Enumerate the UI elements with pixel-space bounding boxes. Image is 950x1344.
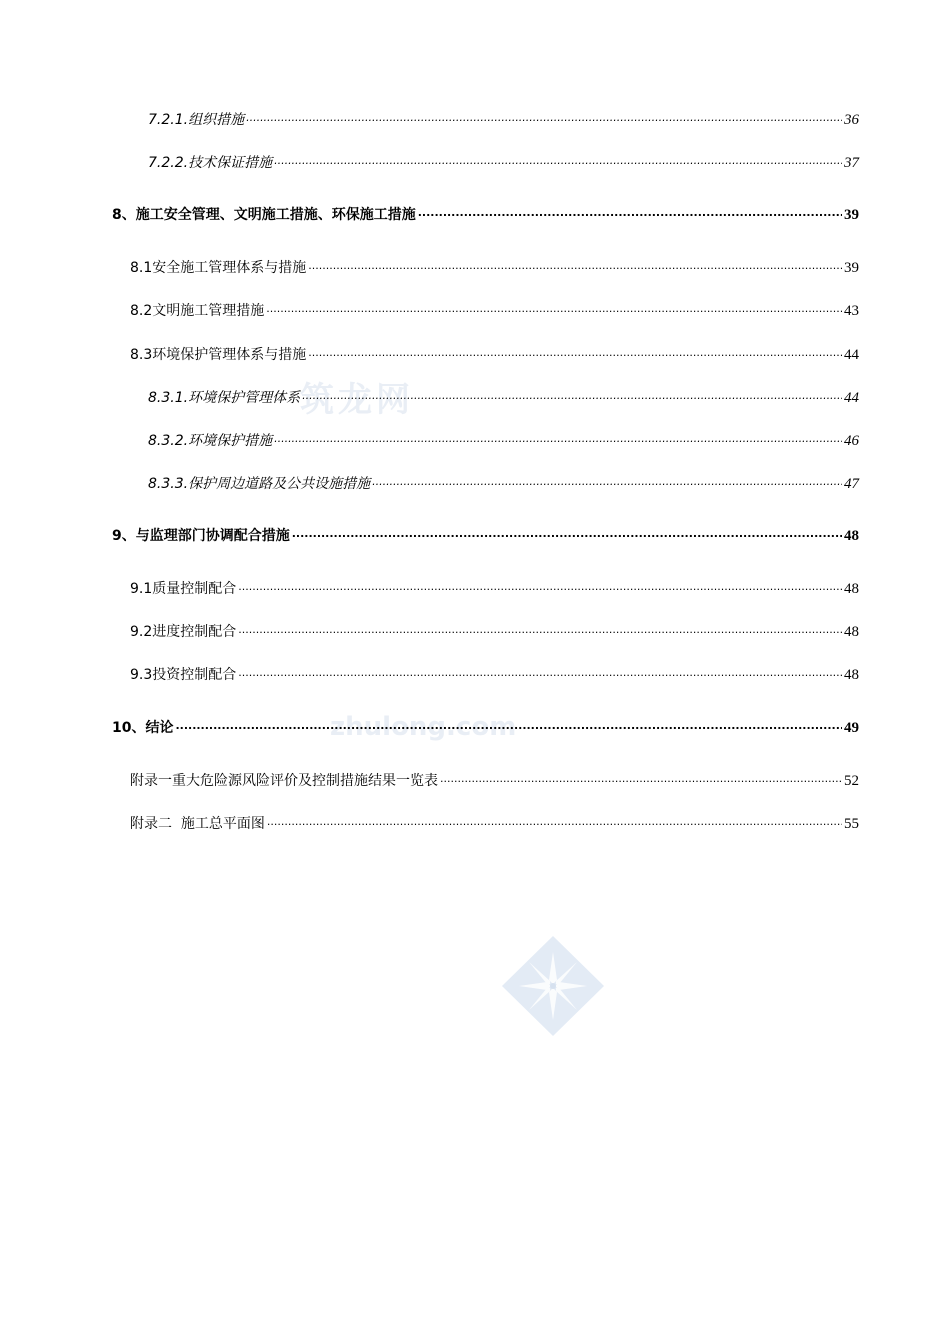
- toc-entry-8-1[interactable]: [130, 258, 859, 278]
- toc-entry-appendix-2[interactable]: [130, 814, 859, 834]
- toc-entry-8-3[interactable]: [130, 345, 859, 365]
- toc-entry-9-2[interactable]: [130, 622, 859, 642]
- toc-entry-title: 7.2.2.技术保证措施: [148, 155, 273, 171]
- toc-entry-page: 49: [844, 720, 859, 736]
- toc-entry-title: 7.2.1.组织措施: [148, 112, 245, 128]
- toc-entry-8-3-3[interactable]: [148, 474, 859, 494]
- toc-entry-page: 46: [844, 433, 859, 449]
- toc-entry-9[interactable]: [112, 526, 859, 546]
- dot-leader: [266, 301, 842, 315]
- toc-entry-title: 8、施工安全管理、文明施工措施、环保施工措施: [112, 207, 416, 223]
- toc-entry-title: 附录一重大危险源风险评价及控制措施结果一览表: [130, 773, 438, 789]
- toc-entry-page: 48: [844, 528, 859, 544]
- dot-leader: [238, 579, 842, 593]
- dot-leader: [267, 814, 842, 828]
- dot-leader: [274, 153, 842, 167]
- toc-entry-page: 48: [844, 624, 859, 640]
- toc-entry-page: 52: [844, 773, 859, 789]
- dot-leader: [238, 665, 842, 679]
- toc-entry-page: 47: [844, 476, 859, 492]
- toc-entry-title: 9.3投资控制配合: [130, 667, 237, 683]
- toc-entry-8-3-2[interactable]: [148, 431, 859, 451]
- toc-entry-page: 44: [844, 347, 859, 363]
- dot-leader: [292, 526, 842, 540]
- toc-entry-title: 附录二 施工总平面图: [130, 816, 265, 832]
- dot-leader: [440, 771, 842, 785]
- dot-leader: [302, 388, 842, 402]
- dot-leader: [274, 431, 842, 445]
- toc-entry-7-2-2[interactable]: [148, 153, 859, 173]
- toc-entry-page: 48: [844, 667, 859, 683]
- dot-leader: [238, 622, 842, 636]
- toc-entry-title: 9、与监理部门协调配合措施: [112, 528, 290, 544]
- watermark-cn-text: 筑龙网: [300, 380, 414, 420]
- toc-entry-title: 10、结论: [112, 720, 174, 736]
- toc-entry-page: 36: [844, 112, 859, 128]
- toc-entry-title: 9.2进度控制配合: [130, 624, 237, 640]
- toc-entry-appendix-1[interactable]: [130, 771, 859, 791]
- toc-entry-page: 55: [844, 816, 859, 832]
- toc-entry-8-2[interactable]: [130, 301, 859, 321]
- toc-entry-page: 37: [844, 155, 859, 171]
- toc-entry-10[interactable]: [112, 718, 859, 738]
- toc-entry-7-2-1[interactable]: [148, 110, 859, 130]
- toc-entry-9-3[interactable]: [130, 665, 859, 685]
- toc-entry-page: 39: [844, 260, 859, 276]
- dot-leader: [175, 718, 842, 732]
- toc-entry-page: 43: [844, 303, 859, 319]
- watermark-en-text: zhulong.com: [330, 712, 517, 742]
- toc-entry-page: 48: [844, 581, 859, 597]
- toc-entry-title: 8.3.3.保护周边道路及公共设施措施: [148, 476, 371, 492]
- toc-entry-page: 39: [844, 207, 859, 223]
- toc-entry-title: 8.3.2.环境保护措施: [148, 433, 273, 449]
- dot-leader: [372, 474, 842, 488]
- dot-leader: [308, 345, 842, 359]
- toc-entry-page: 44: [844, 390, 859, 406]
- toc-entry-title: 8.3环境保护管理体系与措施: [130, 347, 307, 363]
- toc-entry-title: 8.1安全施工管理体系与措施: [130, 260, 307, 276]
- dot-leader: [418, 205, 842, 219]
- toc-entry-title: 8.2文明施工管理措施: [130, 303, 265, 319]
- snowflake-logo-icon: [500, 934, 606, 1038]
- toc-entry-title: 8.3.1.环境保护管理体系: [148, 390, 301, 406]
- toc-entry-9-1[interactable]: [130, 579, 859, 599]
- toc-entry-8-3-1[interactable]: [148, 388, 859, 408]
- toc-entry-title: 9.1质量控制配合: [130, 581, 237, 597]
- dot-leader: [308, 258, 842, 272]
- dot-leader: [246, 110, 842, 124]
- toc-entry-8[interactable]: [112, 205, 859, 225]
